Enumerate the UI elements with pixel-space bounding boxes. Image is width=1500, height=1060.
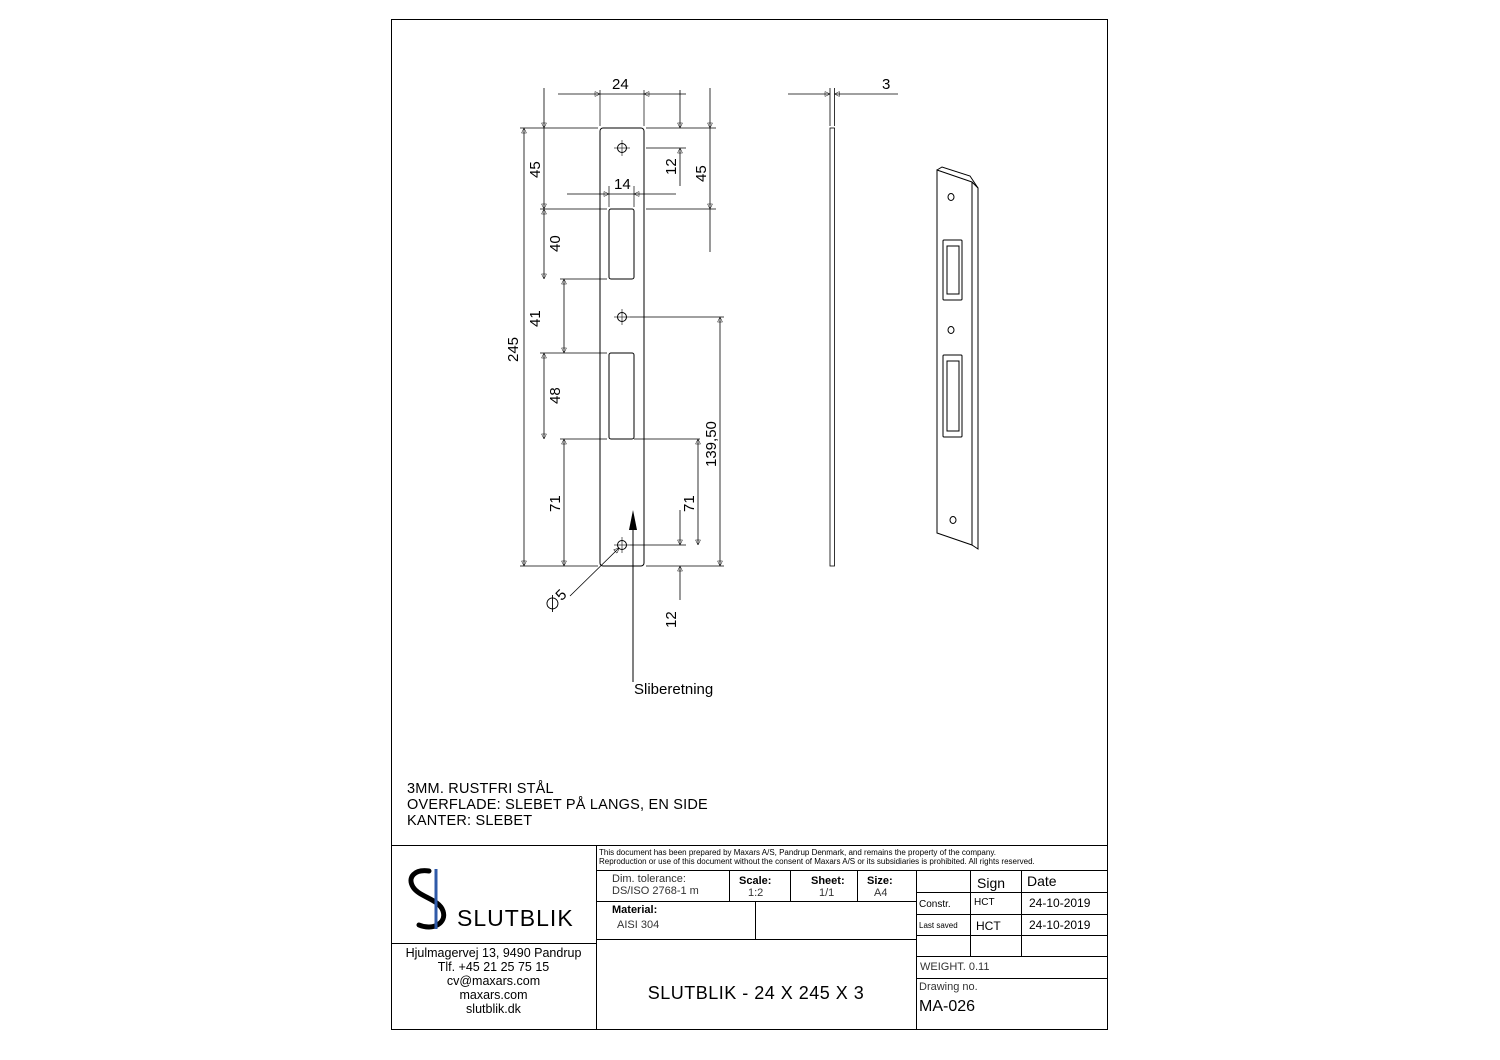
address-line: maxars.com — [459, 988, 528, 1002]
dim-hole-offset-bottom: 12 — [663, 611, 680, 628]
size-label: Size: — [867, 875, 893, 887]
drawing-title: SLUTBLIK - 24 X 245 X 3 — [647, 983, 865, 1003]
material-notes — [407, 781, 708, 829]
slutblik-logo-icon — [399, 863, 459, 935]
dim-bottom-offset: 71 — [547, 495, 564, 512]
dim-hole-diameter-value: 5 — [552, 586, 571, 605]
dim-spacing: 41 — [527, 310, 544, 327]
dim-center-height: 139,50 — [703, 421, 720, 467]
note-line: 3MM. RUSTFRI STÅL — [407, 781, 554, 797]
disclaimer-line: This document has been prepared by Maxars A/S, Pandrup Denmark, and remains the property of the company. — [599, 848, 996, 857]
date-header: Date — [1027, 873, 1057, 889]
isometric-view-plate — [937, 167, 978, 549]
dim-slot-width: 14 — [614, 176, 631, 193]
grinding-direction-arrow — [629, 510, 637, 682]
disclaimer-line: Reproduction or use of this document without the consent of Maxars A/S or its subsidiaries is prohibited. All rights reserved. — [599, 857, 1035, 866]
dim-overall-length: 245 — [505, 336, 522, 362]
address-line: slutblik.dk — [466, 1002, 521, 1016]
drawing-number: MA-026 — [919, 998, 976, 1015]
dim-slot1-height: 40 — [547, 235, 564, 252]
address-line: Tlf. +45 21 25 75 15 — [437, 960, 550, 974]
last-saved-date: 24-10-2019 — [1029, 918, 1091, 932]
dim-top-offset: 45 — [527, 161, 544, 178]
scale-label: Scale: — [739, 875, 772, 887]
weight: WEIGHT. 0.11 — [920, 961, 990, 973]
sheet-label: Sheet: — [811, 875, 845, 887]
sign-header: Sign — [977, 875, 1006, 891]
scale-value: 1:2 — [748, 887, 764, 899]
extension-lines — [520, 90, 724, 566]
material-value: AISI 304 — [617, 919, 660, 931]
constr-label: Constr. — [919, 899, 951, 910]
material-label: Material: — [612, 904, 658, 916]
dim-tolerance-label: Dim. tolerance: — [612, 873, 686, 885]
dim-hole-offset-top: 12 — [663, 158, 680, 175]
dimension-lines — [524, 88, 720, 600]
dim-tolerance-value: DS/ISO 2768-1 m — [612, 885, 699, 897]
size-value: A4 — [874, 887, 888, 899]
dim-top-offset-right: 45 — [693, 165, 710, 182]
logo-text: SLUTBLIK — [457, 905, 574, 931]
dim-thickness: 3 — [882, 76, 891, 93]
dim-width: 24 — [612, 76, 629, 93]
address-line: cv@maxars.com — [446, 974, 541, 988]
dim-hole-diameter — [543, 586, 571, 614]
sheet-value: 1/1 — [819, 887, 835, 899]
dim-bottom-offset-right: 71 — [681, 495, 698, 512]
grinding-direction-label: Sliberetning — [634, 681, 714, 698]
constr-sign: HCT — [974, 897, 995, 908]
drawing-no-label: Drawing no. — [919, 981, 978, 993]
side-view-plate — [788, 88, 898, 566]
last-saved-label: Last saved — [919, 921, 958, 930]
company-address — [391, 946, 596, 1016]
note-line: KANTER: SLEBET — [407, 813, 533, 829]
note-line: OVERFLADE: SLEBET PÅ LANGS, EN SIDE — [407, 797, 708, 813]
address-line: Hjulmagervej 13, 9490 Pandrup — [405, 946, 582, 960]
constr-date: 24-10-2019 — [1029, 896, 1091, 910]
title-block — [391, 845, 1108, 1030]
dim-slot2-height: 48 — [547, 387, 564, 404]
last-saved-sign: HCT — [976, 919, 1001, 933]
